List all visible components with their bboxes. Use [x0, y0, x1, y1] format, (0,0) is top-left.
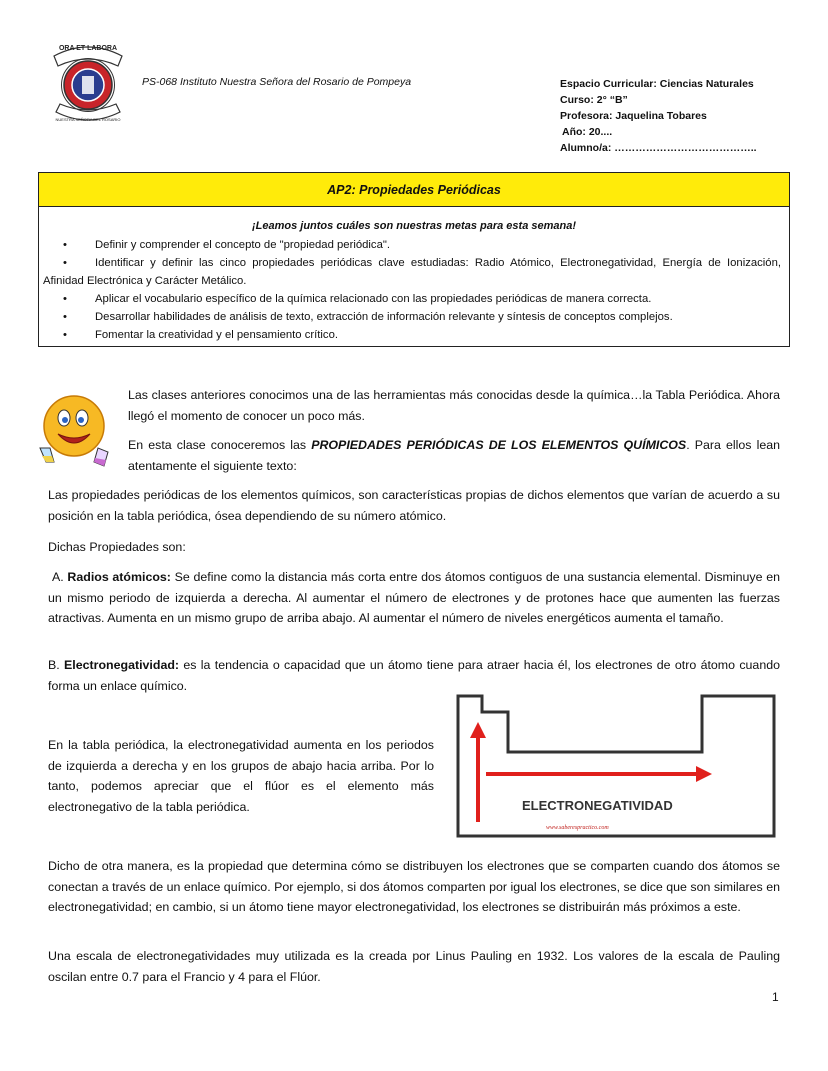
- profesora: Profesora: Jaquelina Tobares: [560, 110, 707, 122]
- objectives-title: AP2: Propiedades Periódicas: [39, 173, 789, 207]
- distribution-paragraph: Dicho de otra manera, es la propiedad que determina cómo se distribuyen los electrones que se comparten cuando dos átomos se conectan a través de un enlace químico. Por ejemplo, si dos átomos comparten por igual los electrones, se dice que son similares en electronegatividad; en cambio, si un átomo tiene mayor electronegatividad, los electrones se distribuirán más próximos a este.: [48, 859, 780, 914]
- diagram-site: www.saberespractico.com: [546, 825, 609, 831]
- intro-instruction: [128, 435, 780, 476]
- section-b-term: Electronegatividad:: [64, 658, 180, 672]
- pauling-paragraph: Una escala de electronegatividades muy utilizada es la creada por Linus Pauling en 1932. Los valores de la escala de Pauling oscilan entre 0.7 para el Francio y 4 para el Flúor.: [48, 949, 780, 984]
- section-a-label: A.: [52, 570, 68, 584]
- objectives-list: [43, 236, 781, 344]
- objective-item: • Identificar y definir las cinco propiedades periódicas clave estudiadas: Radio Atómico, Electronegatividad, Energía de Ionización, Afinidad Electrónica y Carácter Metálico.: [43, 254, 781, 290]
- definition-paragraph: Las propiedades periódicas de los elementos químicos, son características propias de dichos elementos que varían de acuerdo a su posición en la tabla periódica, ósea dependiendo de su número atómico.: [48, 488, 780, 523]
- school-name: PS-068 Instituto Nuestra Señora del Rosario de Pompeya: [142, 76, 412, 88]
- properties-heading: Dichas Propiedades son:: [48, 540, 186, 554]
- section-a-text: Se define como la distancia más corta entre dos átomos contiguos de una sustancia elemental. Disminuye en un mismo periodo de izquierda a derecha. Al aumentar el número de electrones y de protones hace que aumenten las fuerzas atractivas. Aumenta en un mismo grupo de arriba abajo. Al aumentar el número de niveles energéticos aumenta el tamaño.: [48, 570, 780, 625]
- course-info: [560, 76, 757, 156]
- page-number: 1: [772, 990, 779, 1004]
- alumno-field: Alumno/a: …………………………………..: [560, 142, 757, 154]
- objective-item: • Aplicar el vocabulario específico de la química relacionado con las propiedades periódicas de manera correcta.: [43, 290, 781, 308]
- section-b-label: B.: [48, 658, 65, 672]
- school-seal-logo: [48, 36, 128, 130]
- smiley-chemist-icon: [32, 390, 114, 470]
- objectives-subtitle: ¡Leamos juntos cuáles son nuestras metas para esta semana!: [251, 220, 577, 232]
- section-a-term: Radios atómicos:: [67, 570, 171, 584]
- section-b-text: es la tendencia o capacidad que un átomo tiene para atraer hacia él, los electrones de otro átomo cuando forma un enlace químico.: [48, 658, 780, 693]
- electronegativity-diagram: [456, 690, 778, 840]
- intro-paragraph: Las clases anteriores conocimos una de las herramientas más conocidas desde la química…la Tabla Periódica. Ahora llegó el momento de conocer un poco más.: [128, 388, 780, 423]
- objective-item: • Definir y comprender el concepto de "propiedad periódica".: [43, 236, 781, 254]
- intro-emphasis: PROPIEDADES PERIÓDICAS DE LOS ELEMENTOS QUÍMICOS: [311, 438, 687, 452]
- intro-text: En esta clase conoceremos las: [128, 438, 312, 452]
- svg-text:NUESTRA SEÑORA DEL ROSARIO: NUESTRA SEÑORA DEL ROSARIO: [55, 117, 121, 122]
- intro-text-end: . Para ellos lean atentamente el siguiente texto:: [128, 438, 780, 473]
- espacio-curricular: Espacio Curricular: Ciencias Naturales: [560, 78, 754, 90]
- objective-item: • Fomentar la creatividad y el pensamiento crítico.: [43, 326, 781, 344]
- curso: Curso: 2° “B”: [560, 94, 628, 106]
- anio: Año: 20....: [562, 126, 613, 138]
- diagram-label: ELECTRONEGATIVIDAD: [522, 798, 673, 813]
- radios-atomicos-section: [48, 567, 780, 629]
- table-trend-paragraph: En la tabla periódica, la electronegatividad aumenta en los periodos de izquierda a derecha y en los grupos de abajo hacia arriba. Por lo tanto, podemos apreciar que el flúor es el elemento más electronegativo de la tabla periódica.: [48, 738, 434, 814]
- objective-item: • Desarrollar habilidades de análisis de texto, extracción de información relevante y síntesis de conceptos complejos.: [43, 308, 781, 326]
- svg-text:ORA ET LABORA: ORA ET LABORA: [58, 45, 118, 52]
- objectives-box: [38, 172, 790, 347]
